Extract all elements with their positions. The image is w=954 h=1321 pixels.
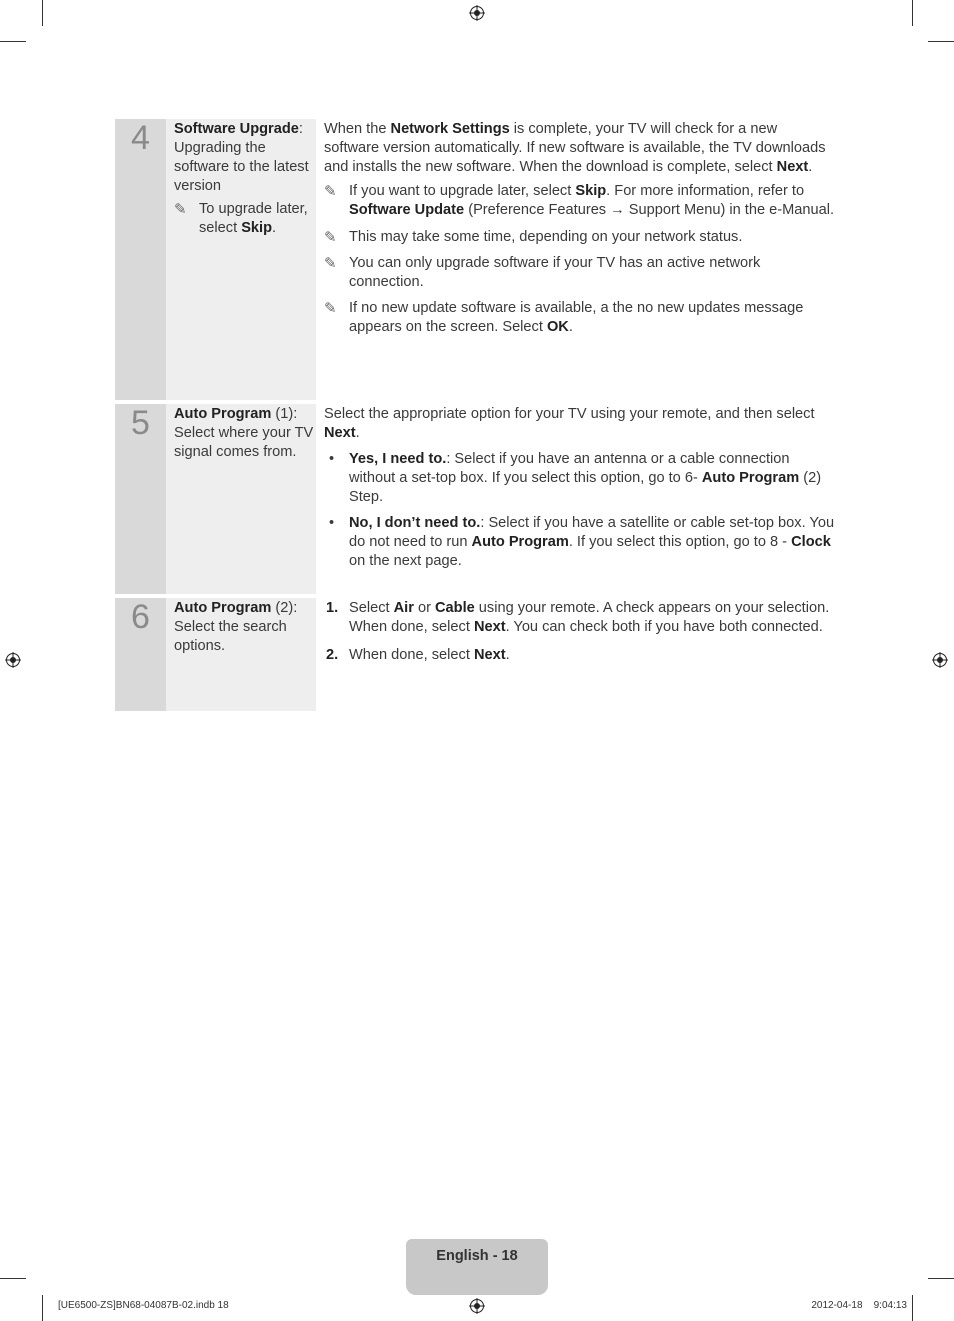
step-title: Software Upgrade xyxy=(174,121,299,137)
page-number-tab: English - 18 xyxy=(406,1239,548,1295)
step-title: Auto Program xyxy=(174,406,272,422)
file-info: [UE6500-ZS]BN68-04087B-02.indb 18 xyxy=(58,1300,229,1311)
step-number: 5 xyxy=(115,404,166,594)
list-item: 1. Select Air or Cable using your remote. A check appears on your selection. When done, select Next. You can check both if you have both connected. xyxy=(326,600,830,635)
pencil-note-icon: ✎ xyxy=(324,229,337,246)
step-body xyxy=(318,598,835,711)
note: ✎ To upgrade later, select Skip. xyxy=(174,201,308,236)
crop-mark xyxy=(912,0,913,26)
pencil-note-icon: ✎ xyxy=(174,201,187,218)
pencil-note-icon: ✎ xyxy=(324,255,337,272)
note: ✎ This may take some time, depending on your network status. xyxy=(324,229,743,246)
step-title-cell: Software Upgrade: Upgrading the software to the latest version ✎ To upgrade later, select Skip. xyxy=(166,119,318,400)
step-intro: When the Network Settings is complete, your TV will check for a new software version automatically. If new software is available, the TV downloads and installs the new software. When the download is complete, select Next. xyxy=(324,121,826,175)
note: ✎ If you want to upgrade later, select Skip. For more information, refer to Software Update (Preference Features → Support Menu) in the e-Manual. xyxy=(324,183,835,218)
step-number: 4 xyxy=(115,119,166,400)
print-timestamp: 2012-04-18 9:04:13 xyxy=(811,1300,907,1311)
step-description: Upgrading the software to the latest version xyxy=(174,140,309,194)
step-number: 6 xyxy=(115,598,166,711)
step-6 xyxy=(115,598,835,711)
step-body xyxy=(318,404,835,594)
pencil-note-icon: ✎ xyxy=(324,300,337,317)
registration-mark-icon xyxy=(469,5,485,21)
step-title: Auto Program xyxy=(174,600,272,616)
list-item: • Yes, I need to.: Select if you have an antenna or a cable connection without a set-top box. If you select this option, go to 6- Auto Program (2) Step. xyxy=(329,451,822,505)
crop-mark xyxy=(928,41,954,42)
crop-mark xyxy=(42,1295,43,1321)
registration-mark-icon xyxy=(932,652,948,668)
crop-mark xyxy=(42,0,43,26)
note: ✎ If no new update software is available, a the no new updates message appears on the screen. Select OK. xyxy=(324,300,804,335)
crop-mark xyxy=(0,1278,26,1279)
note: ✎ You can only upgrade software if your TV has an active network connection. xyxy=(324,255,761,290)
step-title-cell: Auto Program (2): Select the search options. xyxy=(166,598,318,711)
crop-mark xyxy=(0,41,26,42)
step-title-cell: Auto Program (1): Select where your TV signal comes from. xyxy=(166,404,318,594)
crop-mark xyxy=(912,1295,913,1321)
step-intro: Select the appropriate option for your TV using your remote, and then select Next. xyxy=(324,406,815,441)
step-description: Select where your TV signal comes from. xyxy=(174,425,314,460)
registration-mark-icon xyxy=(5,652,21,668)
step-description: Select the search options. xyxy=(174,619,287,654)
crop-mark xyxy=(928,1278,954,1279)
list-item: • No, I don’t need to.: Select if you have a satellite or cable set-top box. You do not need to run Auto Program. If you select this option, go to 8 - Clock on the next page. xyxy=(329,515,835,569)
list-item: 2. When done, select Next. xyxy=(326,647,510,663)
step-body xyxy=(318,119,835,400)
pencil-note-icon: ✎ xyxy=(324,183,337,200)
step-5 xyxy=(115,404,835,594)
registration-mark-icon xyxy=(469,1298,485,1314)
step-4 xyxy=(115,119,835,400)
